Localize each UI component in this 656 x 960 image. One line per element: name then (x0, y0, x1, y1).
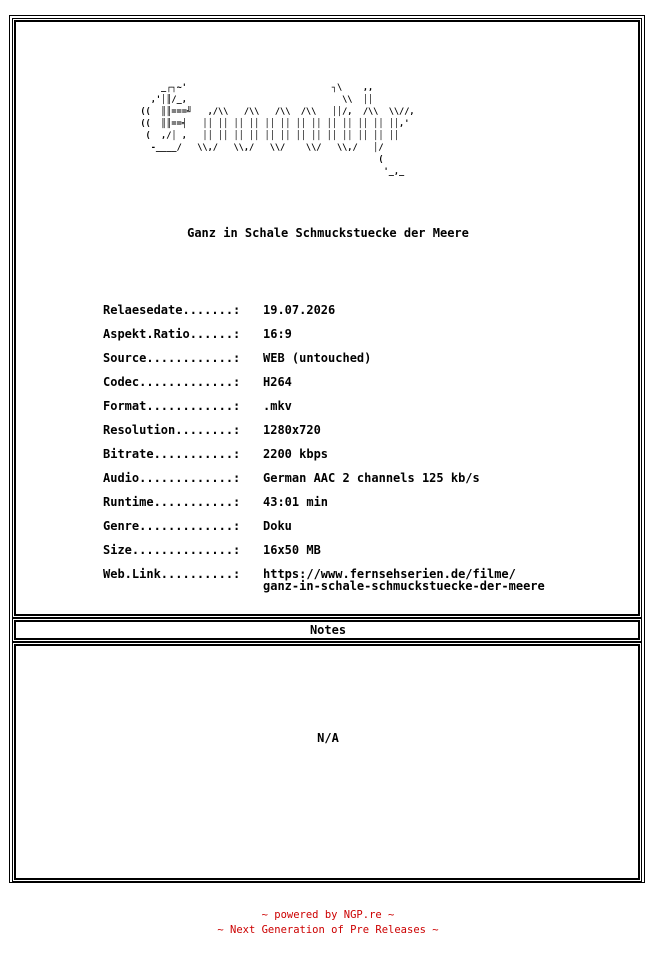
ascii-logo: _┌┐~' ┐\ ,, ,'│║/_, \\ ││ (( ║║===╝ ,/\\ /\\ /\\ /\\ ││/, /\\ \\//, (( ║║==╡ ││ ││ ││ ││ ││ ││ ││ ││ ││ ││ ││ ││ ││,' ( ,/│ , ││ ││ ││ ││ ││ ││ ││ ││ ││ ││ ││ ││ ││ -____/ \\,/ \\,/ \\/ \\/ \\,/ │/ ( '_,_ (140, 83, 415, 177)
detail-value: 19.07.2026 (263, 303, 336, 317)
detail-row-size (103, 538, 545, 562)
detail-value: 1280x720 (263, 423, 321, 437)
detail-value: German AAC 2 channels 125 kb/s (263, 471, 480, 485)
detail-value: Doku (263, 519, 292, 533)
notes-body-box (14, 644, 640, 880)
detail-value: H264 (263, 375, 292, 389)
detail-row-source (103, 346, 545, 370)
detail-row-runtime (103, 490, 545, 514)
web-link-value[interactable]: https://www.fernsehserien.de/filme/ ganz-in-schale-schmuckstuecke-der-meere (263, 567, 545, 593)
detail-row-web-link (103, 562, 545, 592)
detail-row-codec (103, 370, 545, 394)
detail-value: .mkv (263, 399, 292, 413)
notes-text: N/A (317, 731, 339, 745)
detail-value: 2200 kbps (263, 447, 329, 461)
footer-tagline: ~ Next Generation of Pre Releases ~ (217, 924, 439, 936)
footer (0, 908, 656, 938)
detail-value: 16:9 (263, 327, 292, 341)
detail-row-resolution (103, 418, 545, 442)
detail-key: Resolution........: (103, 423, 241, 437)
footer-powered-by: ~ powered by NGP.re ~ (261, 909, 395, 921)
detail-value: 16x50 MB (263, 543, 321, 557)
detail-row-aspect-ratio (103, 322, 545, 346)
detail-key: Aspekt.Ratio......: (103, 327, 241, 341)
detail-row-bitrate (103, 442, 545, 466)
detail-row-audio (103, 466, 545, 490)
detail-key: Relaesedate.......: (103, 303, 241, 317)
detail-key: Source............: (103, 351, 241, 365)
detail-row-format (103, 394, 545, 418)
detail-key: Runtime...........: (103, 495, 241, 509)
detail-key: Codec.............: (103, 375, 241, 389)
detail-key: Format............: (103, 399, 241, 413)
detail-key: Size..............: (103, 543, 241, 557)
detail-key: Audio.............: (103, 471, 241, 485)
detail-key: Genre.............: (103, 519, 241, 533)
detail-key: Bitrate...........: (103, 447, 241, 461)
detail-key: Web.Link..........: (103, 567, 241, 581)
release-details (103, 298, 545, 592)
release-title: Ganz in Schale Schmuckstuecke der Meere (187, 226, 469, 240)
notes-title: Notes (309, 623, 347, 637)
detail-value: 43:01 min (263, 495, 329, 509)
detail-value: WEB (untouched) (263, 351, 372, 365)
detail-row-releasedate (103, 298, 545, 322)
detail-row-genre (103, 514, 545, 538)
